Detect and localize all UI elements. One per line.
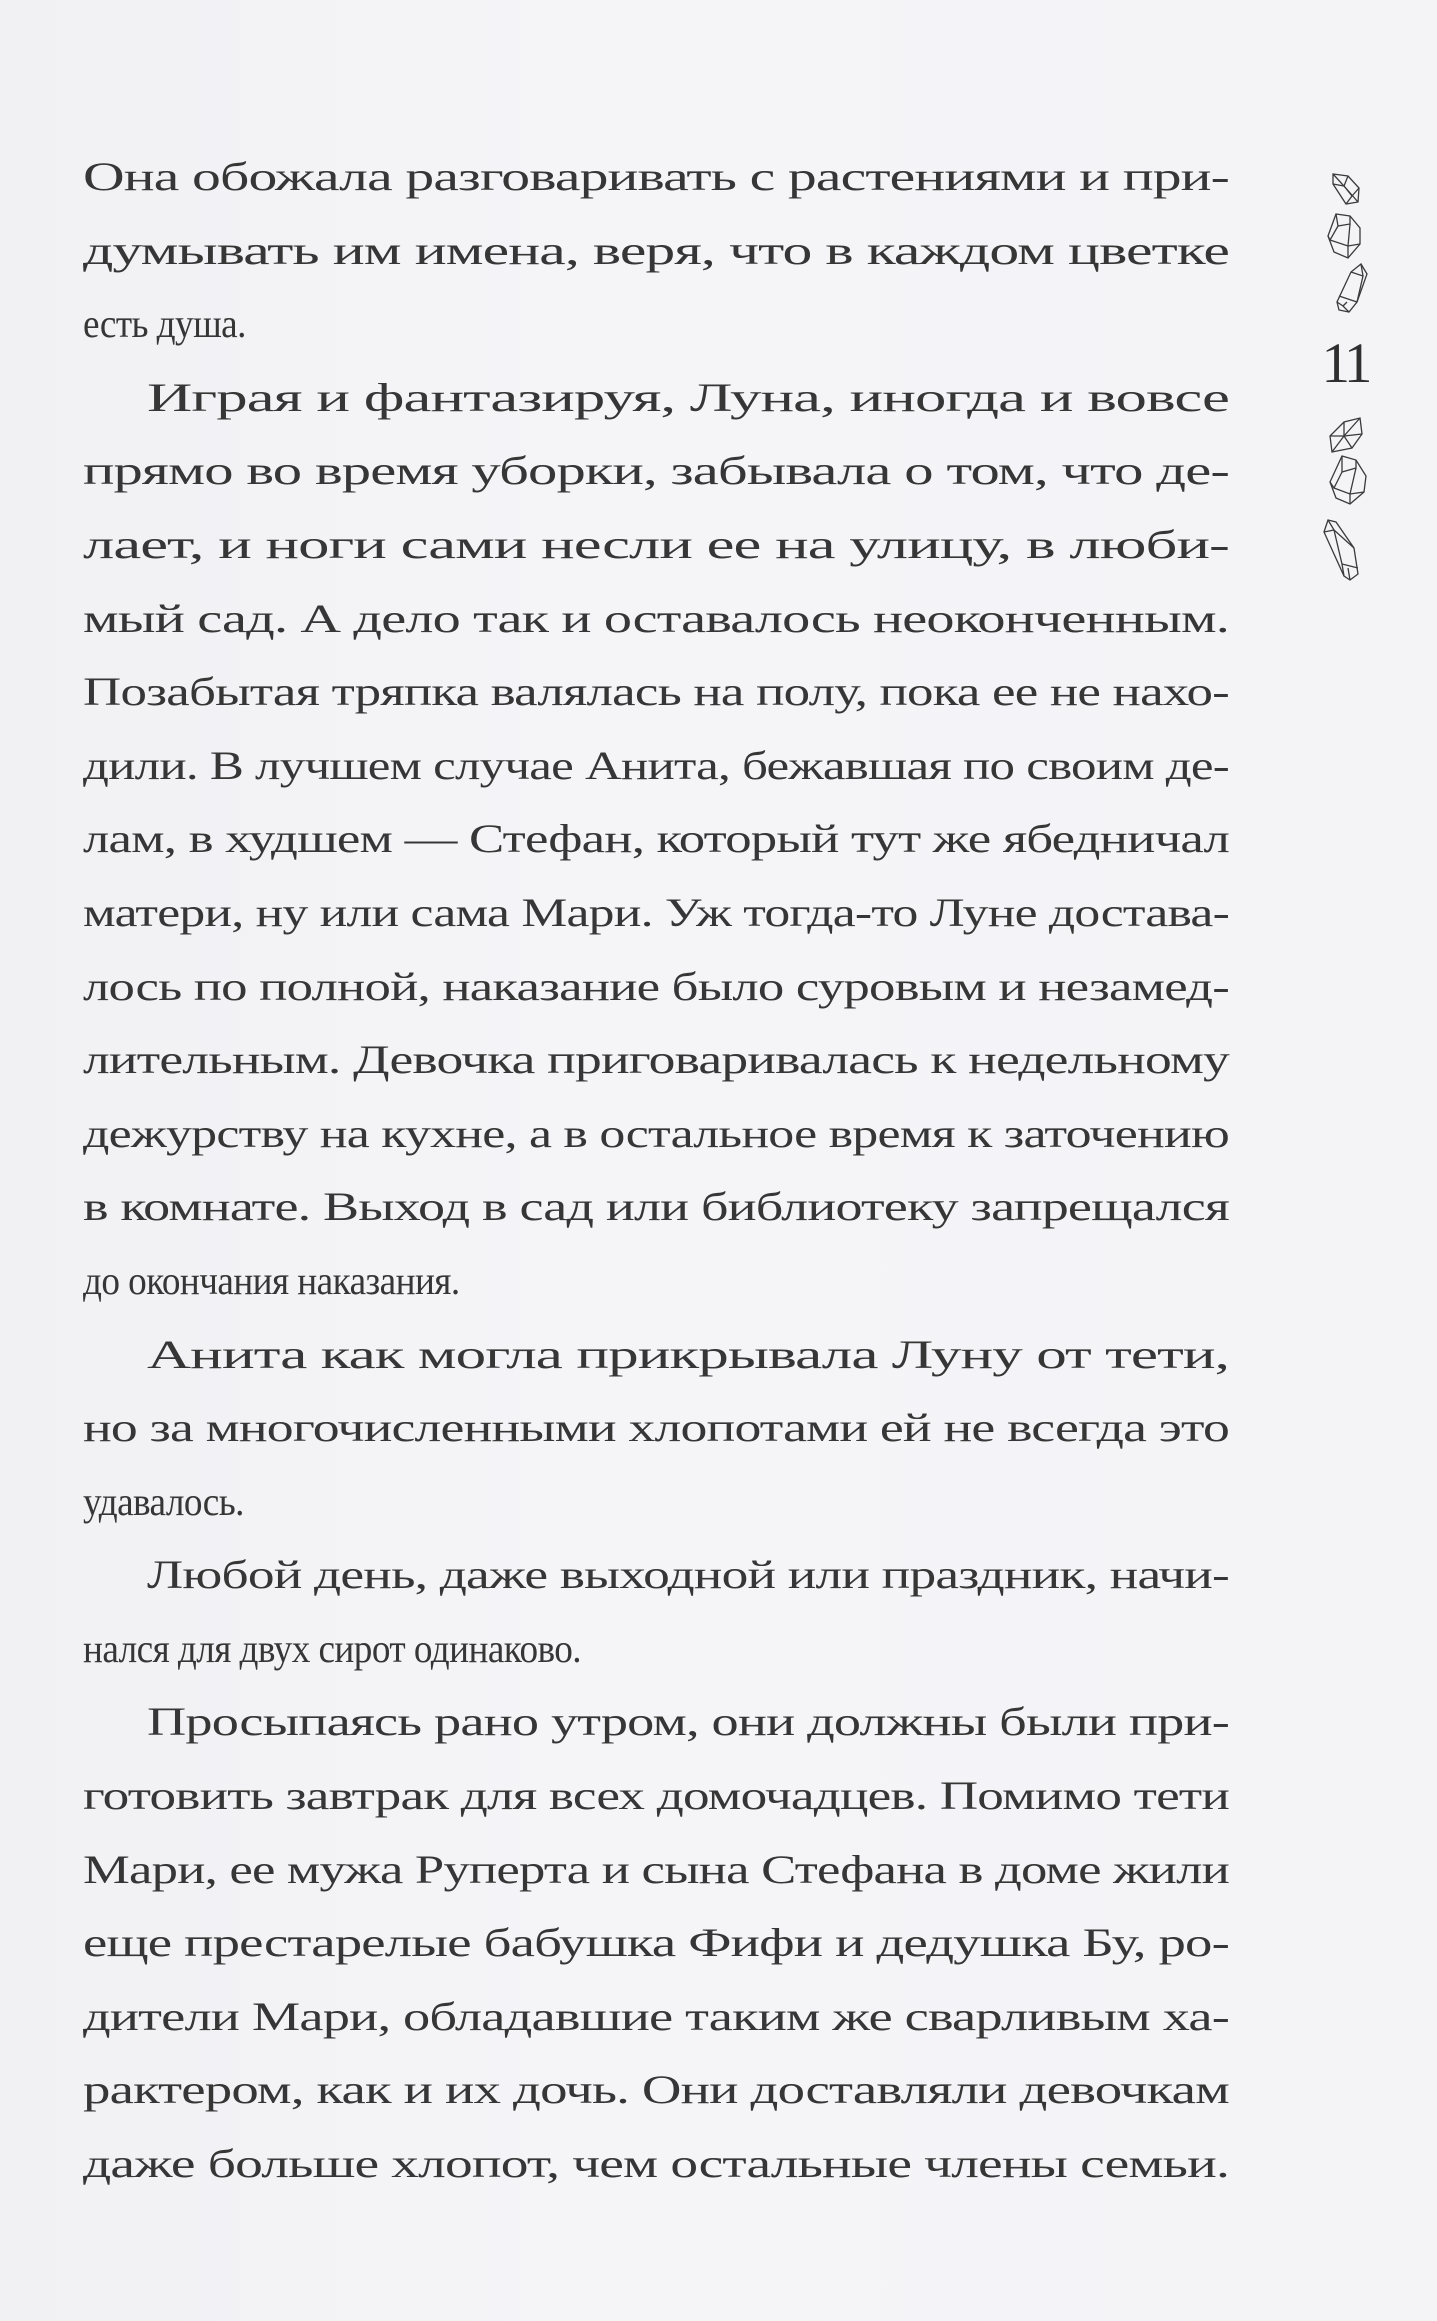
text-line: думывать им имена, веря, что в каждом цветке <box>83 227 1229 273</box>
text-line: дили. В лучшем случае Анита, бежавшая по своим де- <box>83 742 1229 788</box>
text-line: Просыпаясь рано утром, они должны были при- <box>147 1699 1229 1745</box>
page-number: 11 <box>1321 332 1369 395</box>
crystal-icon <box>1330 172 1362 206</box>
text-line: дители Мари, обладавшие таким же сварливым ха- <box>83 1993 1229 2039</box>
text-line: есть душа. <box>83 301 246 347</box>
text-line: Позабытая тряпка валялась на полу, пока ее не нахо- <box>83 669 1229 715</box>
crystal-icon <box>1335 262 1369 314</box>
text-line: прямо во время уборки, забывала о том, что де- <box>83 448 1229 494</box>
text-line: готовить завтрак для всех домочадцев. Помимо тети <box>83 1773 1229 1819</box>
crystal-icon <box>1328 454 1368 506</box>
text-line: но за многочисленными хлопотами ей не всегда это <box>83 1405 1229 1451</box>
body-text <box>83 140 1229 2201</box>
crystal-icon <box>1326 212 1362 260</box>
text-line: лает, и ноги сами несли ее на улицу, в люби- <box>83 521 1229 567</box>
text-line: в комнате. Выход в сад или библиотеку запрещался <box>83 1184 1229 1230</box>
text-line: Играя и фантазируя, Луна, иногда и вовсе <box>147 374 1229 420</box>
crystal-icon <box>1328 416 1364 454</box>
text-line: Мари, ее мужа Руперта и сына Стефана в доме жили <box>83 1846 1229 1892</box>
text-line: мый сад. А дело так и оставалось неоконченным. <box>83 595 1229 641</box>
text-line: дежурству на кухне, а в остальное время к заточению <box>83 1110 1229 1156</box>
text-line: Анита как могла прикрывала Луну от тети, <box>147 1331 1229 1377</box>
text-line: Любой день, даже выходной или праздник, начи- <box>147 1552 1229 1598</box>
text-line: удавалось. <box>83 1478 244 1524</box>
text-line: лам, в худшем — Стефан, который тут же ябедничал <box>83 816 1229 862</box>
text-line: матери, ну или сама Мари. Уж тогда-то Луне достава- <box>83 889 1229 935</box>
text-line: Она обожала разговаривать с растениями и при- <box>83 154 1229 199</box>
text-line: еще престарелые бабушка Фифи и дедушка Бу, ро- <box>83 1920 1229 1966</box>
text-line: даже больше хлопот, чем остальные члены семьи. <box>83 2141 1229 2187</box>
crystal-icon <box>1322 518 1360 582</box>
text-line: до окончания наказания. <box>83 1257 460 1303</box>
text-line: нался для двух сирот одинаково. <box>83 1625 582 1671</box>
text-line: рактером, как и их дочь. Они доставляли девочкам <box>83 2067 1229 2113</box>
text-line: лительным. Девочка приговаривалась к недельному <box>83 1037 1229 1083</box>
text-line: лось по полной, наказание было суровым и незамед- <box>83 963 1229 1009</box>
